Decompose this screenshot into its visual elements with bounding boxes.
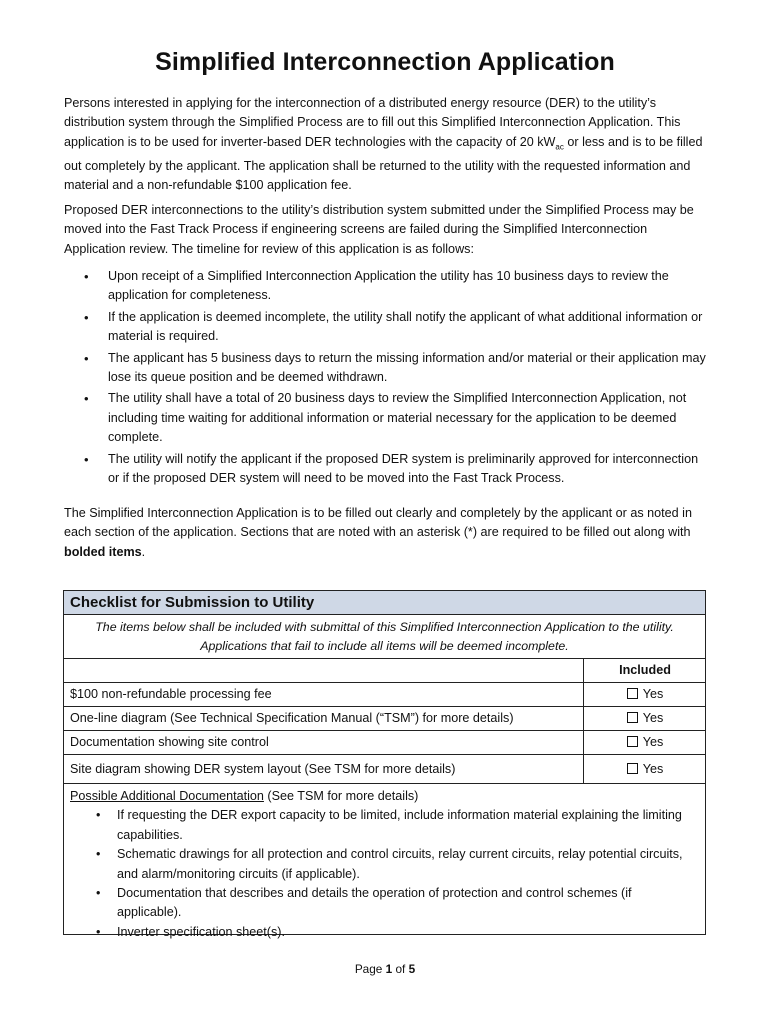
checkbox-label: Yes bbox=[642, 711, 664, 725]
instructions-paragraph bbox=[64, 504, 710, 562]
yes-checkbox[interactable] bbox=[583, 683, 706, 706]
list-item: • The utility will notify the applicant if the proposed DER system is preliminarily approved for interconnection or if the proposed DER system will need to be moved into the Fast Track Process. bbox=[64, 450, 710, 489]
table-row bbox=[64, 707, 705, 731]
item-label: $100 non-refundable processing fee bbox=[70, 687, 272, 701]
table-row bbox=[64, 755, 705, 784]
intro-text-a: Persons interested in applying for the interconnection of a distributed energy resource (DER) to the utility’s distribution system through the Simplified Process are to fill out this Simplified Interconnection Application. This application is to be used for inverter-based DER technologies with the capacity of 20 kW bbox=[64, 96, 681, 149]
checklist-table bbox=[63, 590, 706, 939]
item-label: One-line diagram (See Technical Specification Manual (“TSM”) for more details) bbox=[70, 711, 514, 725]
intro-subscript: ac bbox=[555, 142, 564, 152]
list-item: • If the application is deemed incomplete, the utility shall notify the applicant of what additional information or material is required. bbox=[64, 308, 710, 347]
yes-checkbox[interactable] bbox=[583, 755, 706, 783]
additional-documentation bbox=[64, 784, 705, 942]
checklist-title: Checklist for Submission to Utility bbox=[64, 591, 705, 615]
checkbox-icon[interactable] bbox=[627, 763, 638, 774]
list-item: • The utility shall have a total of 20 business days to review the Simplified Interconnection Application, not including time waiting for additional information or material necessary for the application to be deemed complete. bbox=[64, 389, 710, 447]
timeline-list bbox=[64, 267, 710, 490]
additional-list bbox=[70, 806, 699, 942]
footer-total-pages: 5 bbox=[408, 962, 416, 976]
instructions-end: . bbox=[141, 544, 146, 559]
list-item: • Documentation that describes and details the operation of protection and control schemes (if applicable). bbox=[70, 884, 699, 923]
checkbox-label: Yes bbox=[642, 762, 664, 776]
intro-paragraph-1 bbox=[64, 94, 710, 196]
additional-title: Possible Additional Documentation bbox=[70, 789, 264, 803]
footer-page-label: Page bbox=[354, 962, 386, 976]
list-item: • Upon receipt of a Simplified Interconnection Application the utility has 10 business days to review the application for completeness. bbox=[64, 267, 710, 306]
list-item: • If requesting the DER export capacity to be limited, include information material explaining the limiting capabilities. bbox=[70, 806, 699, 845]
instructions-bold: bolded items bbox=[64, 544, 142, 559]
checkbox-icon[interactable] bbox=[627, 736, 638, 747]
yes-checkbox[interactable] bbox=[583, 707, 706, 730]
table-row bbox=[64, 731, 705, 755]
intro-paragraph-2: Proposed DER interconnections to the utility’s distribution system submitted under the Simplified Process may be moved into the Fast Track Process if engineering screens are failed during the Simplified Interconnection Application review. The timeline for review of this application is as follows: bbox=[64, 203, 694, 256]
footer-of-label: of bbox=[392, 962, 409, 976]
checkbox-label: Yes bbox=[642, 687, 664, 701]
instructions-text: The Simplified Interconnection Application is to be filled out clearly and completely by the applicant or as noted in each section of the application. Sections that are noted with an asterisk (*) are required to be filled out along with bbox=[64, 506, 692, 540]
list-item: • Inverter specification sheet(s). bbox=[70, 923, 699, 942]
page-footer bbox=[0, 962, 770, 976]
checkbox-label: Yes bbox=[642, 735, 664, 749]
table-header-row bbox=[64, 659, 705, 683]
included-header: Included bbox=[583, 659, 706, 682]
yes-checkbox[interactable] bbox=[583, 731, 706, 754]
footer-current-page: 1 bbox=[385, 962, 393, 976]
list-item: • The applicant has 5 business days to return the missing information and/or material or their application may lose its queue position and be deemed withdrawn. bbox=[64, 349, 710, 388]
checklist-subtitle: The items below shall be included with submittal of this Simplified Interconnection Application to the utility. Applications that fail to include all items will be deemed incomplete. bbox=[64, 615, 705, 659]
page-title: Simplified Interconnection Application bbox=[155, 48, 615, 76]
checkbox-icon[interactable] bbox=[627, 712, 638, 723]
additional-title-suffix: (See TSM for more details) bbox=[263, 789, 419, 803]
additional-title-line bbox=[70, 787, 699, 806]
checkbox-icon[interactable] bbox=[627, 688, 638, 699]
table-row bbox=[64, 683, 705, 707]
list-item: • Schematic drawings for all protection and control circuits, relay current circuits, relay potential circuits, and alarm/monitoring circuits (if applicable). bbox=[70, 845, 699, 884]
item-label: Site diagram showing DER system layout (See TSM for more details) bbox=[70, 762, 456, 776]
item-label: Documentation showing site control bbox=[70, 735, 269, 749]
intro-text-b: or less and is to be filled out completely by the applicant. The application shall be returned to the utility with the requested information and material and a non-refundable $100 application fee. bbox=[64, 134, 703, 193]
